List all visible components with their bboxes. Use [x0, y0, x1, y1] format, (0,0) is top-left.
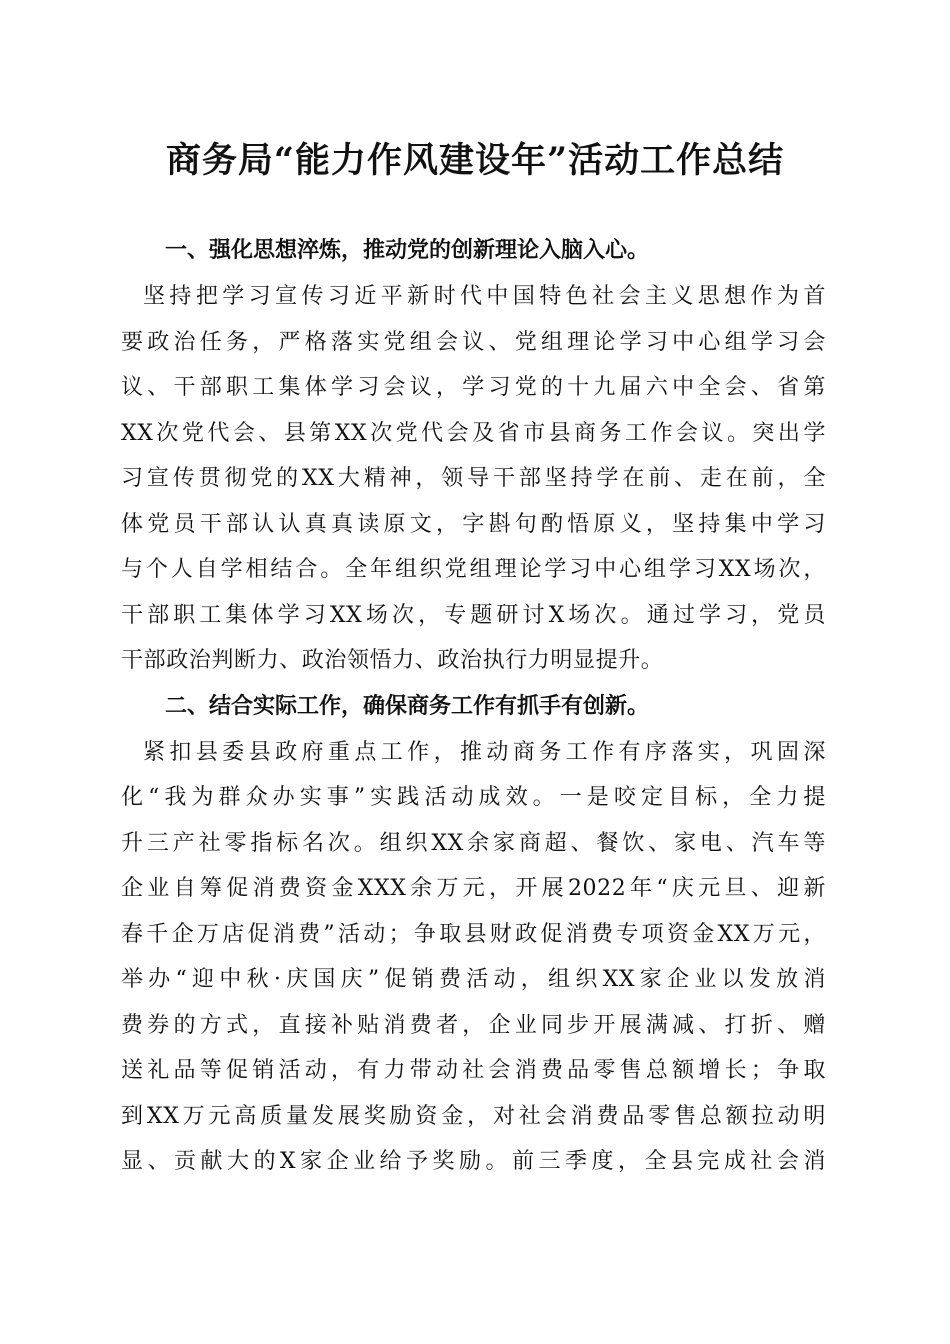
section-paragraph — [121, 274, 826, 684]
section-heading: 一、强化思想淬炼，推动党的创新理论入脑入心。 — [165, 238, 650, 263]
paragraph-line: 费券的方式，直接补贴消费者，企业同步开展满减、打折、赠 — [121, 1012, 826, 1038]
paragraph-line: 要政治任务，严格落实党组会议、党组理论学习中心组学习会 — [121, 329, 826, 355]
paragraph-line: 春千企万店促消费”活动；争取县财政促消费专项资金XX万元， — [121, 921, 826, 947]
paragraph-line: 体党员干部认认真真读原文，字斟句酌悟原义，坚持集中学习 — [121, 511, 826, 537]
paragraph-line: 干部政治判断力、政治领悟力、政治执行力明显提升。 — [121, 648, 664, 673]
document-title: 商务局“能力作风建设年”活动工作总结 — [165, 140, 785, 181]
paragraph-line: 干部职工集体学习XX场次，专题研讨X场次。通过学习，党员 — [121, 602, 826, 628]
paragraph-line: 显、贡献大的X家企业给予奖励。前三季度，全县完成社会消 — [121, 1149, 826, 1174]
paragraph-line: 坚持把学习宣传习近平新时代中国特色社会主义思想作为首 — [143, 284, 826, 309]
section-heading: 二、结合实际工作，确保商务工作有抓手有创新。 — [165, 693, 650, 719]
paragraph-line: 企业自筹促消费资金XXX余万元，开展2022年“庆元旦、迎新 — [121, 876, 826, 901]
section-paragraph — [121, 730, 826, 1185]
paragraph-line: XX次党代会、县第XX次党代会及省市县商务工作会议。突出学 — [121, 420, 826, 446]
paragraph-line: 举办“迎中秋·庆国庆”促销费活动，组织XX家企业以发放消 — [121, 967, 826, 992]
paragraph-line: 习宣传贯彻党的XX大精神，领导干部坚持学在前、走在前，全 — [121, 466, 826, 491]
section-2 — [121, 684, 826, 1185]
paragraph-line: 到XX万元高质量发展奖励资金，对社会消费品零售总额拉动明 — [121, 1103, 826, 1129]
paragraph-line: 与个人自学相结合。全年组织党组理论学习中心组学习XX场次， — [121, 557, 826, 582]
paragraph-line: 议、干部职工集体学习会议，学习党的十九届六中全会、省第 — [121, 375, 826, 400]
paragraph-line: 紧扣县委县政府重点工作，推动商务工作有序落实，巩固深 — [143, 739, 826, 765]
document-body — [121, 228, 826, 1185]
paragraph-line: 升三产社零指标名次。组织XX余家商超、餐饮、家电、汽车等 — [121, 830, 826, 856]
paragraph-line: 送礼品等促销活动，有力带动社会消费品零售总额增长；争取 — [121, 1058, 826, 1083]
paragraph-line: 化“我为群众办实事”实践活动成效。一是咬定目标，全力提 — [121, 785, 826, 810]
section-1 — [121, 228, 826, 684]
